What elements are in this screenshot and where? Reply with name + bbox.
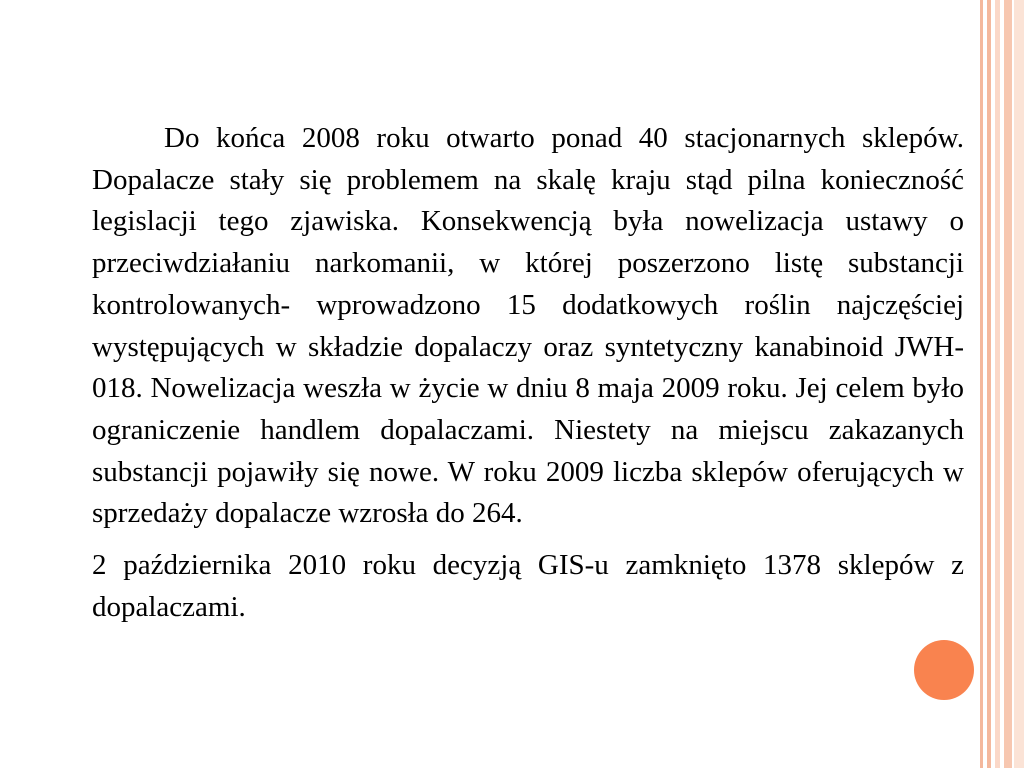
border-stripe — [987, 0, 991, 768]
border-stripe — [1004, 0, 1012, 768]
decorative-circle — [914, 640, 974, 700]
border-stripe — [980, 0, 983, 768]
border-stripe — [1014, 0, 1024, 768]
border-stripe — [995, 0, 1000, 768]
slide-body — [92, 118, 964, 628]
body-paragraph-2: 2 października 2010 roku decyzją GIS-u zamknięto 1378 sklepów z dopalaczami. — [92, 549, 964, 623]
body-paragraph-1: Do końca 2008 roku otwarto ponad 40 stacjonarnych sklepów. Dopalacze stały się problemem na skalę kraju stąd pilna konieczność legislacji tego zjawiska. Konsekwencją była nowelizacja ustawy o przeciwdziałaniu narkomanii, w której poszerzono listę substancji kontrolowanych- wprowadzono 15 dodatkowych roślin najczęściej występujących w składzie dopalaczy oraz syntetyczny kanabinoid JWH-018. Nowelizacja weszła w życie w dniu 8 maja 2009 roku. Jej celem było ograniczenie handlem dopalaczami. Niestety na miejscu zakazanych substancji pojawiły się nowe. W roku 2009 liczba sklepów oferujących w sprzedaży dopalacze wzrosła do 264. — [92, 122, 964, 530]
